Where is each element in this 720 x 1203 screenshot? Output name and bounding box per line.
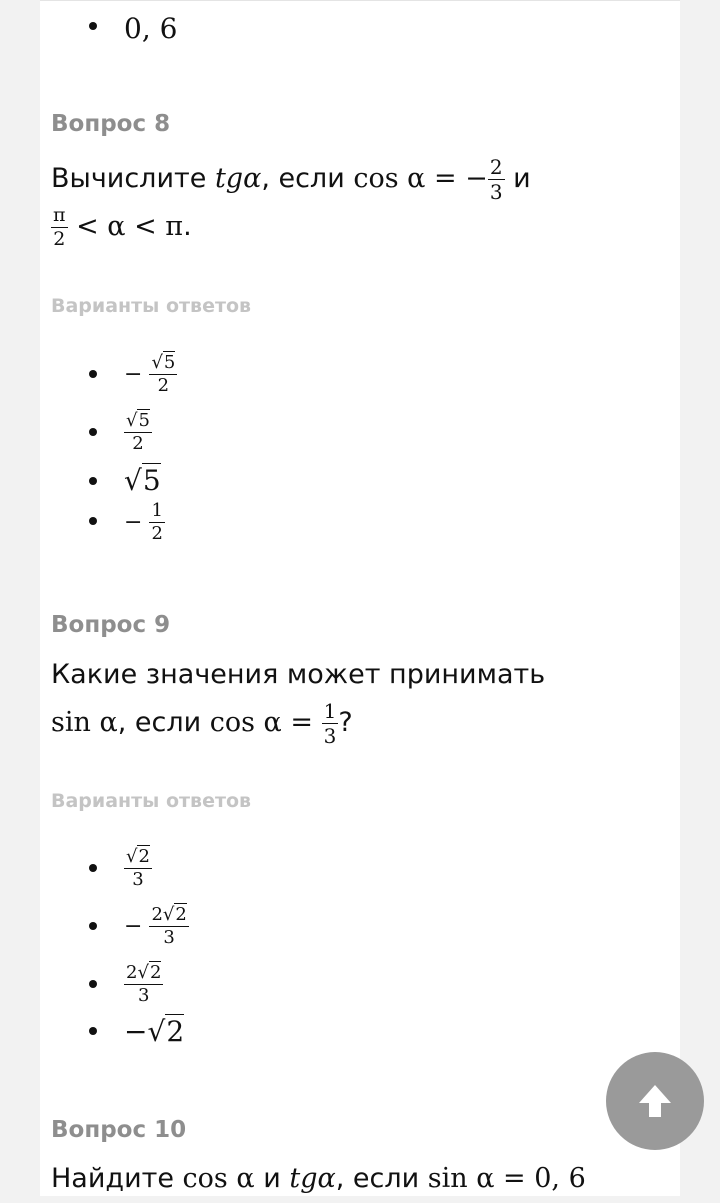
fraction-numerator: √5 bbox=[126, 409, 150, 431]
math-cos: cos α bbox=[182, 1163, 255, 1194]
math-tg: tgα bbox=[289, 1163, 336, 1194]
radicand: 2 bbox=[149, 961, 162, 983]
question-text bbox=[51, 1155, 611, 1203]
coefficient: 2 bbox=[126, 961, 138, 983]
fraction-numerator: π bbox=[53, 204, 66, 226]
math-cos-expr: cos α = − bbox=[353, 163, 488, 194]
fraction bbox=[149, 351, 177, 396]
question-word: и bbox=[513, 163, 531, 194]
sqrt-sign: √ bbox=[147, 1014, 166, 1048]
math-range: < α < π bbox=[67, 211, 184, 242]
fraction bbox=[124, 409, 152, 454]
fraction-numerator: 2 bbox=[489, 155, 503, 179]
fraction-denominator: 2 bbox=[53, 228, 66, 250]
fraction-numerator: √2 bbox=[126, 845, 150, 867]
fraction-denominator: 3 bbox=[163, 926, 175, 948]
fraction-denominator: 3 bbox=[132, 868, 144, 890]
question-title: Вопрос 8 bbox=[51, 111, 171, 137]
list-bullet bbox=[89, 922, 97, 930]
answer-option bbox=[124, 494, 165, 550]
question-mark: ? bbox=[338, 707, 353, 738]
fraction-numerator: 2√2 bbox=[126, 961, 162, 983]
fraction bbox=[149, 499, 164, 544]
answer-option bbox=[124, 346, 177, 402]
minus-sign: − bbox=[124, 509, 143, 535]
coefficient: 2 bbox=[151, 903, 163, 925]
question-word: Найдите bbox=[51, 1163, 174, 1194]
list-bullet bbox=[89, 1027, 97, 1035]
question-word: , если bbox=[261, 163, 345, 194]
minus-sign: − bbox=[124, 361, 143, 387]
fraction-denominator: 2 bbox=[157, 374, 170, 396]
radicand: 5 bbox=[163, 351, 176, 373]
variants-label: Варианты ответов bbox=[51, 295, 252, 317]
minus-sign: − bbox=[124, 1014, 148, 1048]
math-sin-expr: sin α = 0, 6 bbox=[427, 1163, 586, 1194]
question-word: , если bbox=[335, 1163, 420, 1194]
math-sin: sin α bbox=[51, 707, 118, 738]
math-cos-expr: cos α = bbox=[209, 707, 313, 738]
list-bullet bbox=[89, 22, 97, 30]
radicand: 2 bbox=[175, 903, 187, 925]
fraction-denominator: 2 bbox=[132, 432, 144, 454]
fraction bbox=[322, 701, 339, 746]
list-bullet bbox=[89, 428, 97, 436]
fraction-numerator: 2√2 bbox=[151, 903, 187, 925]
variants-label: Варианты ответов bbox=[51, 790, 252, 812]
question-word: и bbox=[263, 1163, 281, 1194]
fraction bbox=[124, 845, 152, 890]
list-bullet bbox=[89, 864, 97, 872]
fraction-denominator: 3 bbox=[489, 180, 503, 204]
list-bullet bbox=[89, 477, 97, 485]
answer-option bbox=[124, 840, 152, 896]
question-word: Вычислите bbox=[51, 163, 207, 194]
math-tg: tgα bbox=[214, 163, 262, 194]
fraction-numerator: 1 bbox=[323, 699, 337, 723]
list-bullet bbox=[89, 980, 97, 988]
scroll-to-top-button[interactable] bbox=[606, 1052, 704, 1150]
question-word: , если bbox=[117, 707, 202, 738]
fraction-pi-half bbox=[51, 206, 68, 249]
radicand: 5 bbox=[138, 409, 150, 431]
sqrt-sign: √ bbox=[124, 463, 142, 497]
minus-sign: − bbox=[124, 913, 143, 939]
answer-option bbox=[124, 0, 177, 56]
answer-text: 0, 6 bbox=[124, 11, 178, 45]
fraction bbox=[488, 157, 505, 202]
fraction-numerator: √5 bbox=[151, 351, 176, 373]
arrow-up-icon bbox=[633, 1079, 677, 1123]
answer-option bbox=[124, 1003, 184, 1059]
question-text bbox=[51, 155, 611, 251]
question-title: Вопрос 9 bbox=[51, 612, 171, 638]
answer-option bbox=[124, 898, 189, 954]
fraction-numerator: 1 bbox=[151, 499, 163, 521]
radicand: 5 bbox=[142, 463, 161, 497]
question-line: Какие значения может принимать bbox=[51, 659, 546, 690]
question-title: Вопрос 10 bbox=[51, 1117, 187, 1143]
fraction-denominator: 2 bbox=[151, 522, 163, 544]
question-dot: . bbox=[183, 211, 192, 242]
radicand: 2 bbox=[166, 1014, 185, 1048]
radicand: 2 bbox=[138, 845, 150, 867]
list-bullet bbox=[89, 370, 97, 378]
fraction-denominator: 3 bbox=[137, 984, 150, 1006]
fraction bbox=[124, 961, 163, 1006]
list-bullet bbox=[89, 517, 97, 525]
fraction bbox=[149, 903, 188, 948]
fraction-denominator: 3 bbox=[323, 724, 337, 748]
question-text bbox=[51, 651, 611, 747]
